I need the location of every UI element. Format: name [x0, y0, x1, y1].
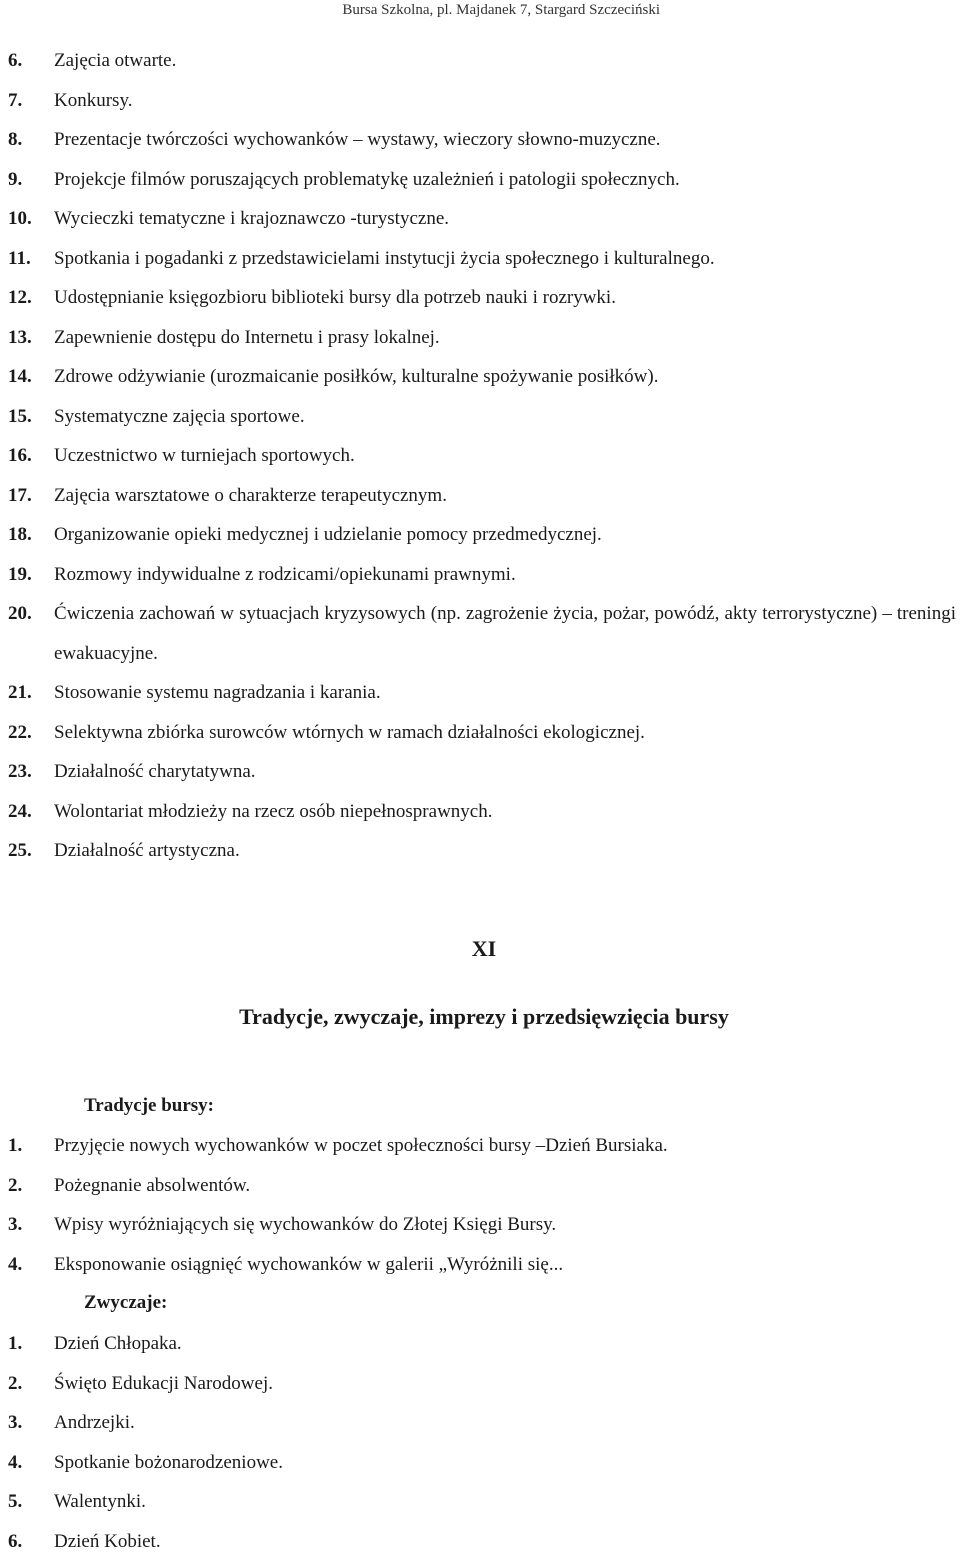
page-header: Bursa Szkolna, pl. Majdanek 7, Stargard Szczeciński	[342, 0, 660, 20]
item-number: 11.	[8, 239, 31, 279]
list-item	[8, 1205, 956, 1245]
item-number: 17.	[8, 476, 32, 516]
list-item	[8, 673, 956, 713]
item-text: Wolontariat młodzieży na rzecz osób niepełnosprawnych.	[54, 801, 492, 822]
item-text: Systematyczne zajęcia sportowe.	[54, 406, 305, 427]
item-number: 16.	[8, 436, 32, 476]
item-number: 8.	[8, 120, 22, 160]
item-text: Walentynki.	[54, 1491, 146, 1512]
list-item	[8, 160, 956, 200]
section-number: XI	[0, 936, 960, 962]
list-item	[8, 81, 956, 121]
item-number: 15.	[8, 397, 32, 437]
section-title: Tradycje, zwyczaje, imprezy i przedsięwzięcia bursy	[0, 1004, 960, 1030]
item-number: 9.	[8, 160, 22, 200]
list-item	[8, 436, 956, 476]
item-text: Ćwiczenia zachowań w sytuacjach kryzysowych (np. zagrożenie życia, pożar, powódź, akty terrorystyczne) – treningi ewakuacyjne.	[54, 594, 956, 673]
item-number: 14.	[8, 357, 32, 397]
list-item	[8, 239, 956, 279]
list-item	[8, 1522, 956, 1561]
item-text: Organizowanie opieki medycznej i udzielanie pomocy przedmedycznej.	[54, 524, 602, 545]
list-item	[8, 199, 956, 239]
list-item	[8, 515, 956, 555]
item-text: Eksponowanie osiągnięć wychowanków w galerii „Wyróżnili się...	[54, 1254, 563, 1275]
item-number: 25.	[8, 831, 32, 871]
customs-heading: Zwyczaje:	[84, 1292, 167, 1314]
list-item	[8, 831, 956, 871]
list-item	[8, 555, 956, 595]
item-text: Zapewnienie dostępu do Internetu i prasy lokalnej.	[54, 327, 440, 348]
item-number: 4.	[8, 1245, 22, 1285]
item-text: Zajęcia warsztatowe o charakterze terapeutycznym.	[54, 485, 447, 506]
item-text: Działalność charytatywna.	[54, 761, 256, 782]
item-text: Pożegnanie absolwentów.	[54, 1175, 250, 1196]
list-item	[8, 120, 956, 160]
item-number: 2.	[8, 1166, 22, 1206]
list-item	[8, 41, 956, 81]
list-item	[8, 792, 956, 832]
list-item	[8, 278, 956, 318]
item-text: Dzień Chłopaka.	[54, 1333, 182, 1354]
item-number: 7.	[8, 81, 22, 121]
item-text: Dzień Kobiet.	[54, 1531, 161, 1552]
item-number: 1.	[8, 1324, 22, 1364]
traditions-heading: Tradycje bursy:	[84, 1095, 214, 1117]
item-number: 1.	[8, 1126, 22, 1166]
item-number: 3.	[8, 1403, 22, 1443]
list-item	[8, 1126, 956, 1166]
item-text: Spotkania i pogadanki z przedstawicielami instytucji życia społecznego i kulturalnego.	[54, 248, 715, 269]
item-number: 23.	[8, 752, 32, 792]
item-text: Andrzejki.	[54, 1412, 135, 1433]
item-number: 10.	[8, 199, 32, 239]
list-item	[8, 476, 956, 516]
list-item	[8, 594, 956, 673]
item-number: 18.	[8, 515, 32, 555]
item-number: 21.	[8, 673, 32, 713]
item-number: 24.	[8, 792, 32, 832]
item-number: 4.	[8, 1443, 22, 1483]
list-item	[8, 1482, 956, 1522]
item-text: Zdrowe odżywianie (urozmaicanie posiłków, kulturalne spożywanie posiłków).	[54, 366, 658, 387]
item-number: 20.	[8, 594, 32, 634]
item-text: Święto Edukacji Narodowej.	[54, 1373, 273, 1394]
item-text: Projekcje filmów poruszających problematykę uzależnień i patologii społecznych.	[54, 169, 680, 190]
item-number: 2.	[8, 1364, 22, 1404]
list-item	[8, 1166, 956, 1206]
item-number: 19.	[8, 555, 32, 595]
list-item	[8, 1324, 956, 1364]
item-number: 3.	[8, 1205, 22, 1245]
item-text: Konkursy.	[54, 90, 132, 111]
list-item	[8, 397, 956, 437]
item-number: 22.	[8, 713, 32, 753]
list-item	[8, 318, 956, 358]
item-number: 6.	[8, 1522, 22, 1561]
list-item	[8, 1443, 956, 1483]
item-number: 12.	[8, 278, 32, 318]
item-number: 13.	[8, 318, 32, 358]
list-item	[8, 1403, 956, 1443]
item-text: Przyjęcie nowych wychowanków w poczet społeczności bursy –Dzień Bursiaka.	[54, 1135, 668, 1156]
item-text: Udostępnianie księgozbioru biblioteki bursy dla potrzeb nauki i rozrywki.	[54, 287, 616, 308]
list-item	[8, 713, 956, 753]
item-text: Rozmowy indywidualne z rodzicami/opiekunami prawnymi.	[54, 564, 516, 585]
list-item	[8, 1364, 956, 1404]
item-text: Działalność artystyczna.	[54, 840, 240, 861]
item-text: Zajęcia otwarte.	[54, 50, 176, 71]
item-text: Spotkanie bożonarodzeniowe.	[54, 1452, 283, 1473]
list-item	[8, 752, 956, 792]
item-number: 5.	[8, 1482, 22, 1522]
activities-list	[8, 41, 956, 871]
item-text: Uczestnictwo w turniejach sportowych.	[54, 445, 355, 466]
item-text: Selektywna zbiórka surowców wtórnych w ramach działalności ekologicznej.	[54, 722, 645, 743]
item-text: Wycieczki tematyczne i krajoznawczo -turystyczne.	[54, 208, 449, 229]
item-text: Stosowanie systemu nagradzania i karania.	[54, 682, 381, 703]
list-item	[8, 1245, 956, 1285]
list-item	[8, 357, 956, 397]
item-text: Prezentacje twórczości wychowanków – wystawy, wieczory słowno-muzyczne.	[54, 129, 661, 150]
item-text: Wpisy wyróżniających się wychowanków do Złotej Księgi Bursy.	[54, 1214, 556, 1235]
traditions-list	[8, 1126, 956, 1284]
item-number: 6.	[8, 41, 22, 81]
customs-list	[8, 1324, 956, 1561]
